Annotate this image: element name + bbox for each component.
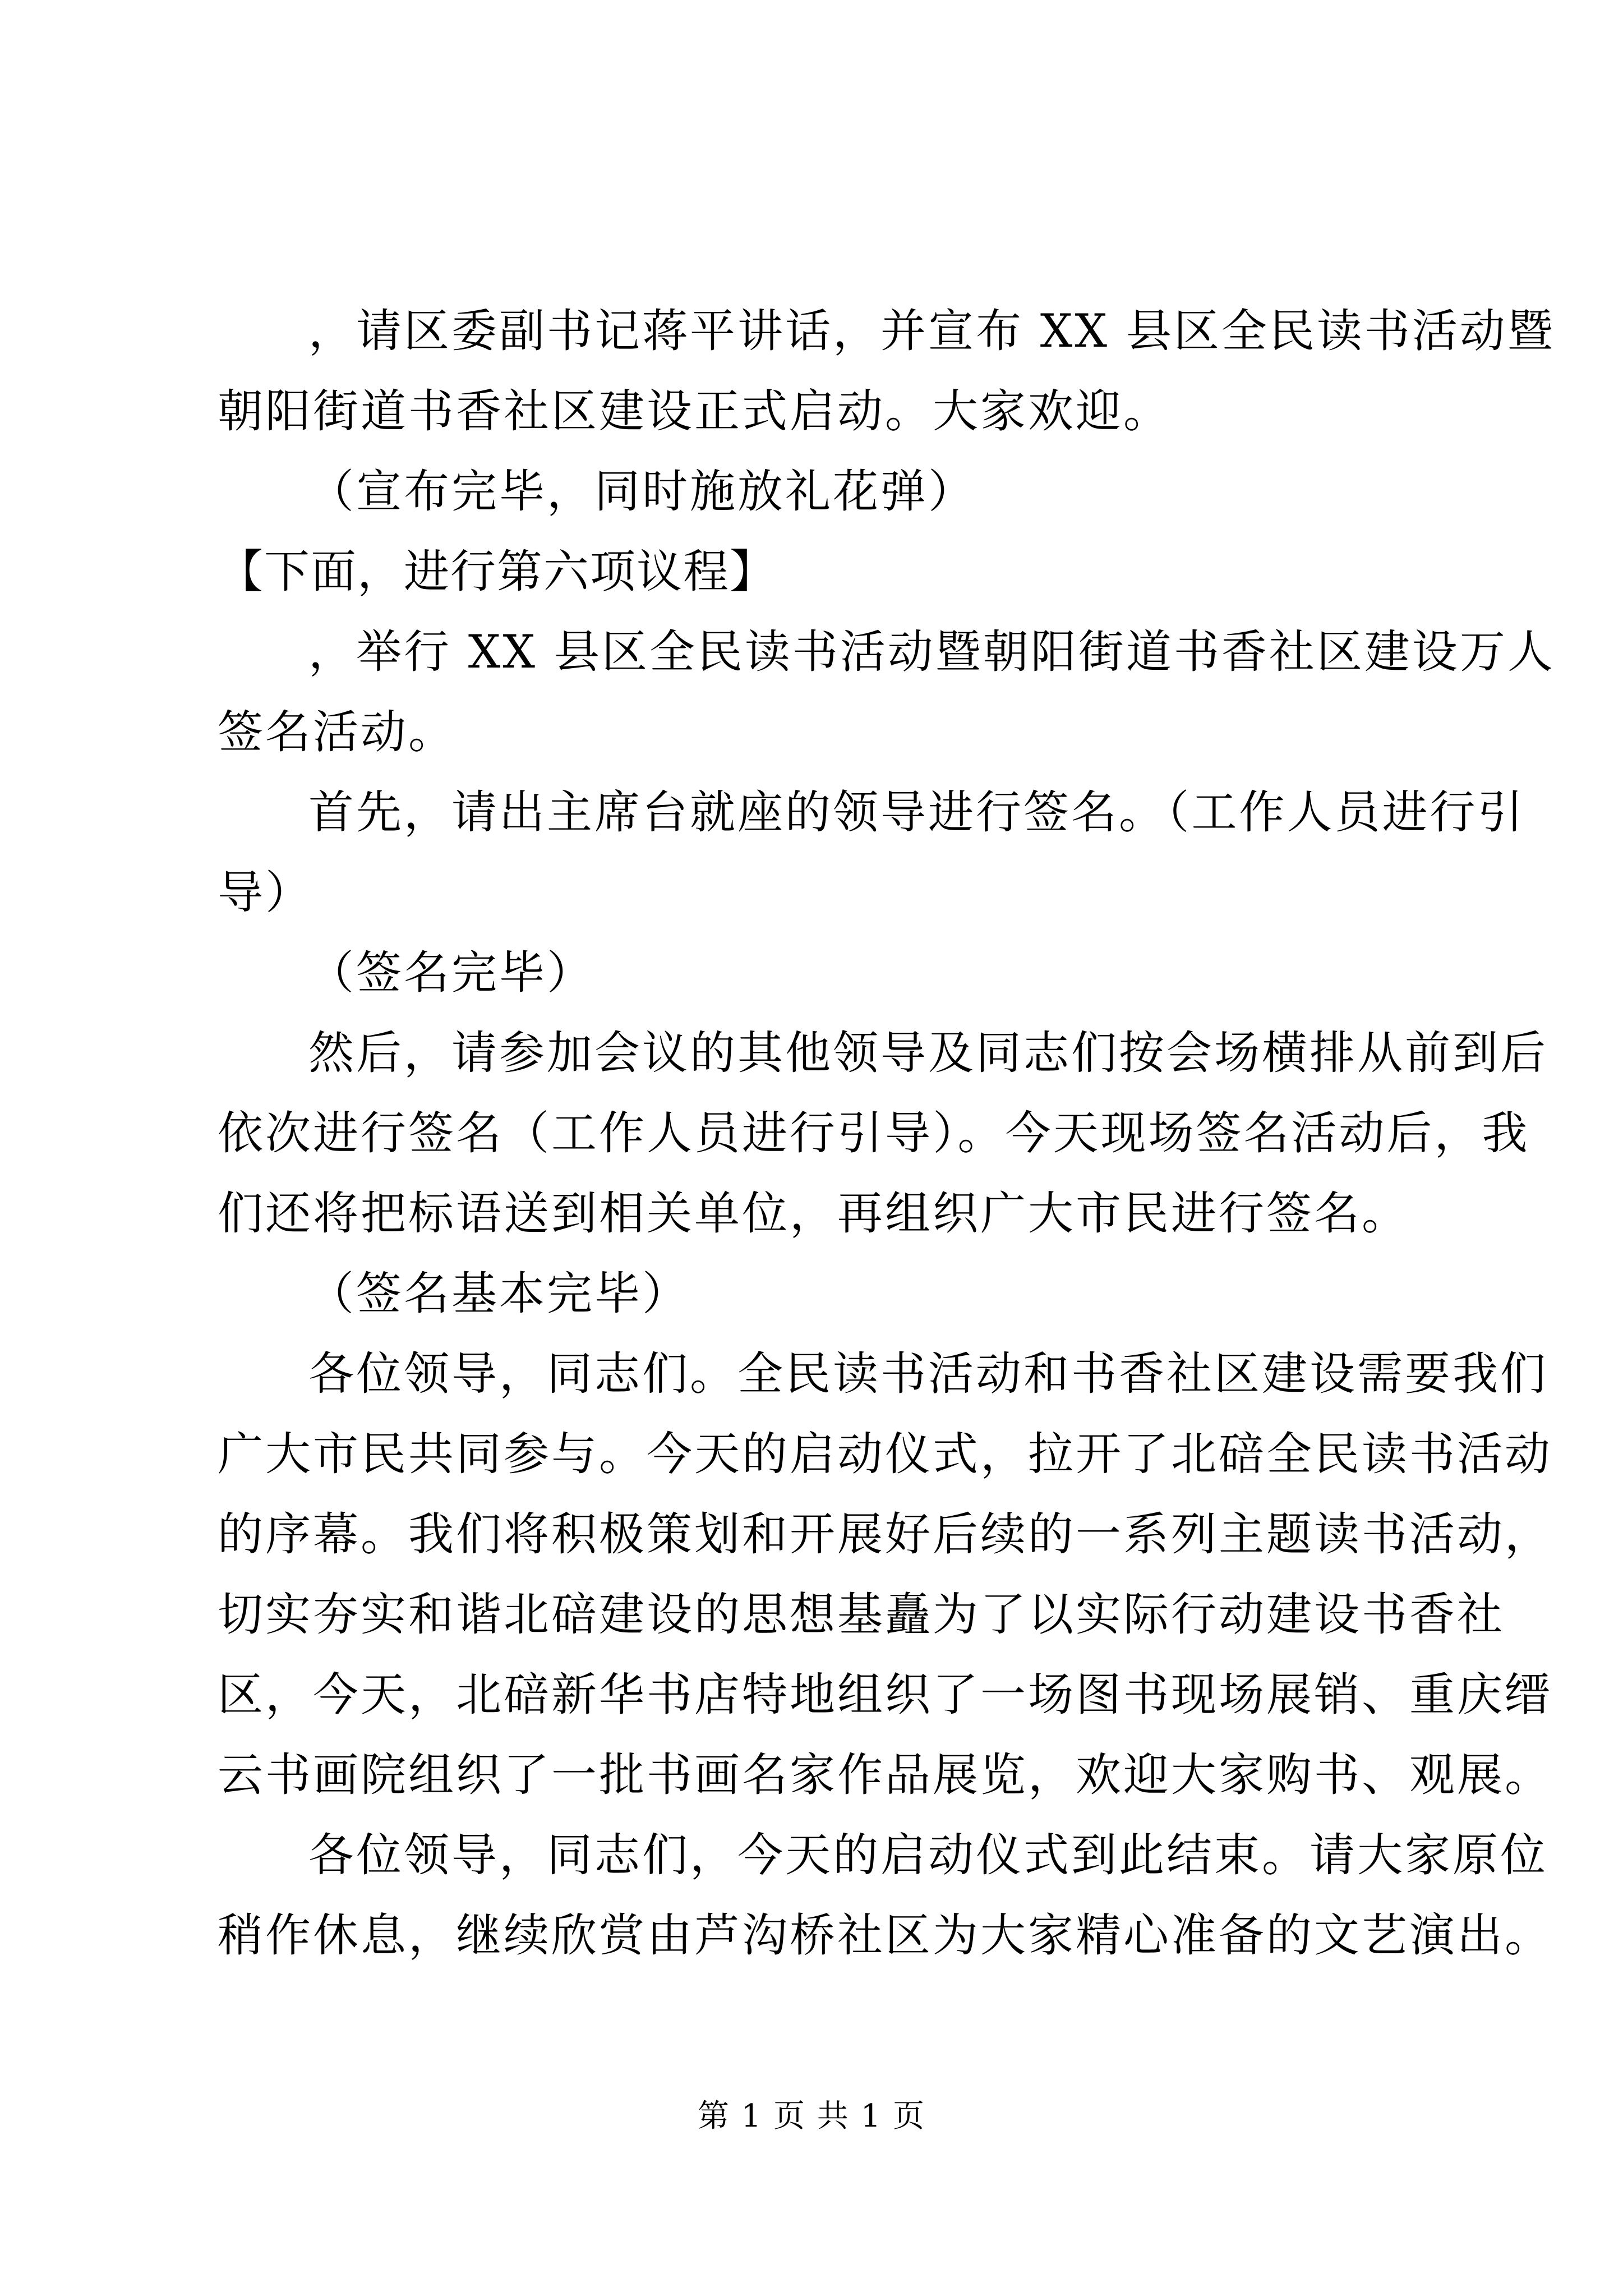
text-line: ，请区委副书记蒋平讲话，并宣布 XX 县区全民读书活动暨 (308, 305, 1555, 358)
text-line: 导） (218, 867, 313, 919)
text-line: （宣布完毕，同时施放礼花弹） (308, 466, 976, 518)
text-line: 广大市民共同参与。今天的启动仪式，拉开了北碚全民读书活动 (218, 1428, 1553, 1481)
text-line: 各位领导，同志们。全民读书活动和书香社区建设需要我们 (308, 1348, 1548, 1401)
text-line: 依次进行签名（工作人员进行引导）。今天现场签名活动后，我 (218, 1107, 1530, 1160)
text-line: 首先，请出主席台就座的领导进行签名。（工作人员进行引 (308, 786, 1525, 839)
text-line: （签名完毕） (308, 947, 595, 1000)
text-line: 切实夯实和谐北碚建设的思想基矗为了以实际行动建设书香社 (218, 1589, 1505, 1641)
text-line: 稍作休息，继续欣赏由芦沟桥社区为大家精心准备的文艺演出。 (218, 1910, 1553, 1962)
text-line: （签名基本完毕） (308, 1268, 690, 1320)
text-line: 签名活动。 (218, 706, 457, 759)
text-line: 们还将把标语送到相关单位，再组织广大市民进行签名。 (218, 1188, 1410, 1240)
text-line: 的序幕。我们将积极策划和开展好后续的一系列主题读书活动， (218, 1508, 1553, 1561)
agenda-heading: 【下面，进行第六项议程】 (218, 546, 777, 599)
text-line: 云书画院组织了一批书画名家作品展览，欢迎大家购书、观展。 (218, 1749, 1553, 1802)
text-line: 朝阳街道书香社区建设正式启动。大家欢迎。 (218, 385, 1172, 438)
text-line: 各位领导，同志们，今天的启动仪式到此结束。请大家原位 (308, 1829, 1548, 1882)
text-line: 然后，请参加会议的其他领导及同志们按会场横排从前到后 (308, 1027, 1548, 1080)
page-footer: 第 1 页 共 1 页 (697, 2098, 926, 2134)
text-line: ，举行 XX 县区全民读书活动暨朝阳街道书香社区建设万人 (308, 626, 1555, 679)
text-line: 区，今天，北碚新华书店特地组织了一场图书现场展销、重庆缙 (218, 1669, 1553, 1722)
document-body (218, 292, 1555, 1976)
